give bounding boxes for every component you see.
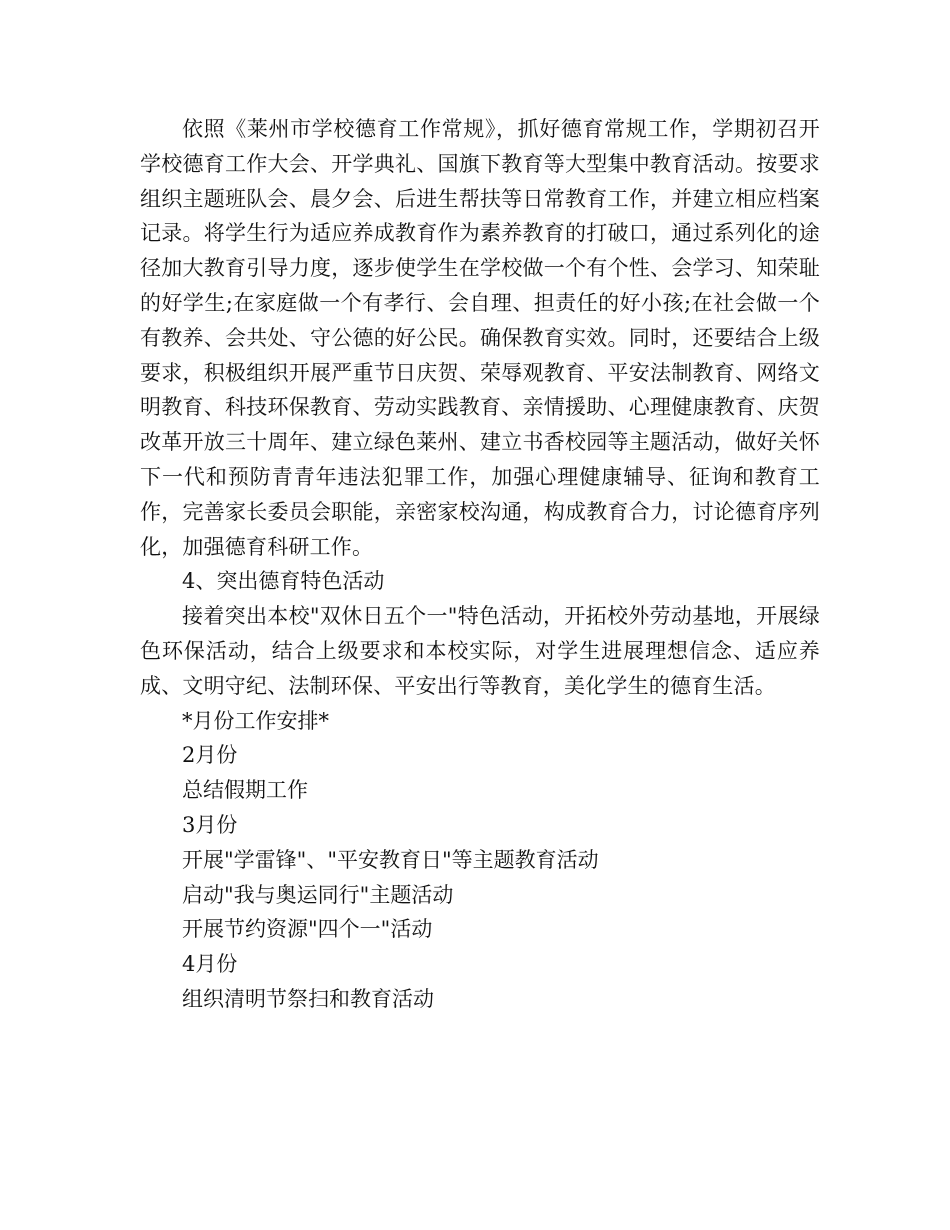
- schedule-heading: *月份工作安排*: [182, 708, 329, 733]
- schedule-month-april: 4月份: [182, 952, 238, 977]
- schedule-item: 开展"学雷锋"、"平安教育日"等主题教育活动: [182, 847, 599, 872]
- schedule-month-february: 2月份: [182, 743, 238, 768]
- paragraph-special-activities: 接着突出本校"双休日五个一"特色活动，开拓校外劳动基地，开展绿色环保活动，结合上级要求和本校实际，对学生进展理想信念、适应养成、文明守纪、法制环保、平安出行等教育，美化学生的德育生活。: [140, 604, 820, 698]
- schedule-item: 启动"我与奥运同行"主题活动: [182, 882, 454, 907]
- schedule-item: 总结假期工作: [182, 778, 308, 803]
- schedule-item: 组织清明节祭扫和教育活动: [182, 986, 434, 1011]
- section-heading-special-activities: 4、突出德育特色活动: [182, 569, 385, 594]
- document-page: [140, 112, 820, 1017]
- schedule-item: 开展节约资源"四个一"活动: [182, 917, 433, 942]
- schedule-month-march: 3月份: [182, 812, 238, 837]
- paragraph-moral-education-routine: 依照《莱州市学校德育工作常规》，抓好德育常规工作，学期初召开学校德育工作大会、开学典礼、国旗下教育等大型集中教育活动。按要求组织主题班队会、晨夕会、后进生帮扶等日常教育工作，并建立相应档案记录。将学生行为适应养成教育作为素养教育的打破口，通过系列化的途径加大教育引导力度，逐步使学生在学校做一个有个性、会学习、知荣耻的好学生;在家庭做一个有孝行、会自理、担责任的好小孩;在社会做一个有教养、会共处、守公德的好公民。确保教育实效。同时，还要结合上级要求，积极组织开展严重节日庆贺、荣辱观教育、平安法制教育、网络文明教育、科技环保教育、劳动实践教育、亲情援助、心理健康教育、庆贺改革开放三十周年、建立绿色莱州、建立书香校园等主题活动，做好关怀下一代和预防青青年违法犯罪工作，加强心理健康辅导、征询和教育工作，完善家长委员会职能，亲密家校沟通，构成教育合力，讨论德育序列化，加强德育科研工作。: [140, 117, 820, 559]
